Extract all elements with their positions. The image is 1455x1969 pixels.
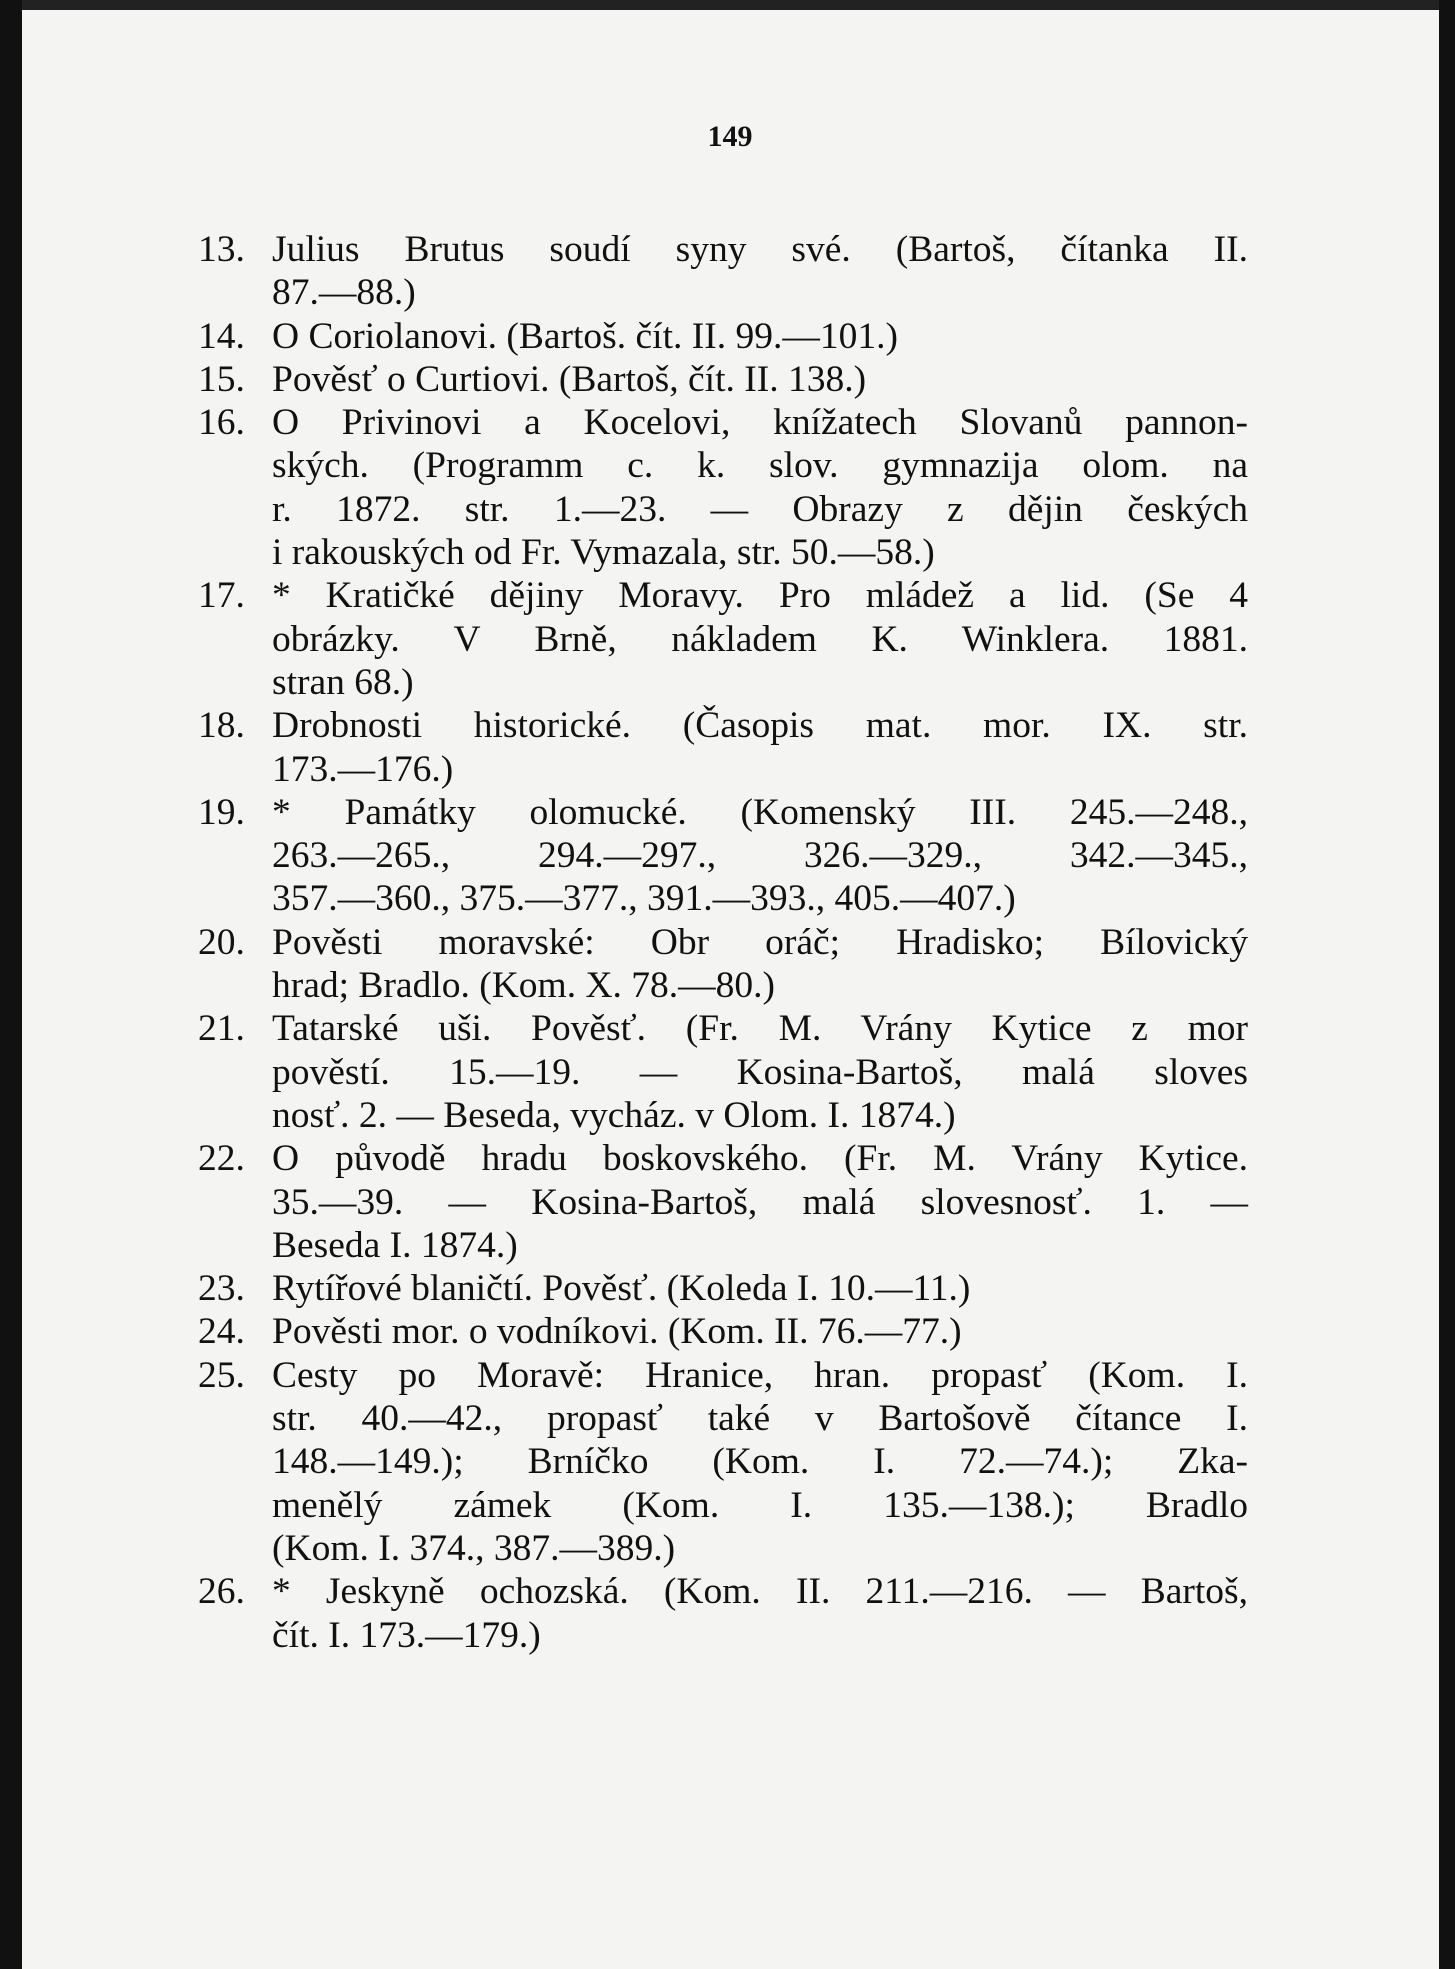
entry-line: nosť. 2. — Beseda, vycház. v Olom. I. 1874.) xyxy=(272,1094,956,1136)
entry-line: stran 68.) xyxy=(272,661,414,703)
entry-text xyxy=(272,574,1248,704)
entry-line: Cesty po Moravě: Hranice, hran. propasť (Kom. I. xyxy=(272,1354,1248,1396)
entry-text xyxy=(272,401,1248,574)
entry-text xyxy=(272,921,1248,1008)
entry-line: * Památky olomucké. (Komenský III. 245.—248., xyxy=(272,791,1248,833)
entry-line: pověstí. 15.—19. — Kosina-Bartoš, malá sloves xyxy=(272,1051,1248,1093)
list-item xyxy=(198,358,1248,401)
entry-line: Drobnosti historické. (Časopis mat. mor. IX. str. xyxy=(272,705,1248,747)
scan-edge-left xyxy=(0,0,22,1969)
entry-line: 148.—149.); Brníčko (Kom. I. 72.—74.); Zka- xyxy=(272,1441,1248,1483)
entry-line: 173.—176.) xyxy=(272,748,454,790)
entry-number: 22. xyxy=(198,1138,245,1180)
list-item xyxy=(198,921,1248,1008)
list-item xyxy=(198,1570,1248,1657)
entry-number: 23. xyxy=(198,1268,245,1310)
entry-number: 21. xyxy=(198,1008,245,1050)
entry-line: Beseda I. 1874.) xyxy=(272,1224,518,1266)
entry-text xyxy=(272,228,1248,315)
entry-line: Pověsť o Curtiovi. (Bartoš, čít. II. 138.) xyxy=(272,358,867,400)
entry-line: * Kratičké dějiny Moravy. Pro mládež a lid. (Se 4 xyxy=(272,575,1248,617)
entry-line: * Jeskyně ochozská. (Kom. II. 211.—216. — Bartoš, xyxy=(272,1571,1248,1613)
entry-line: O Coriolanovi. (Bartoš. čít. II. 99.—101.) xyxy=(272,315,898,357)
list-item xyxy=(198,315,1248,358)
scan-edge-right xyxy=(1439,0,1455,1969)
scan-edge-top xyxy=(0,0,1455,10)
entry-text xyxy=(272,1310,1248,1353)
entry-line: i rakouských od Fr. Vymazala, str. 50.—58.) xyxy=(272,532,935,574)
entry-number: 16. xyxy=(198,402,245,444)
entry-number: 15. xyxy=(198,358,245,400)
list-item xyxy=(198,1007,1248,1137)
entry-line: 357.—360., 375.—377., 391.—393., 405.—407.) xyxy=(272,878,1016,920)
entry-number: 26. xyxy=(198,1571,245,1613)
entry-line: Tatarské uši. Pověsť. (Fr. M. Vrány Kytice z mor xyxy=(272,1008,1248,1050)
entry-text xyxy=(272,1570,1248,1657)
entry-number: 14. xyxy=(198,315,245,357)
entry-line: Rytířové blaničtí. Pověsť. (Koleda I. 10.—11.) xyxy=(272,1268,971,1310)
entry-line: 35.—39. — Kosina-Bartoš, malá slovesnosť. 1. — xyxy=(272,1181,1248,1223)
list-item xyxy=(198,1137,1248,1267)
entry-text xyxy=(272,358,1248,401)
entry-number: 17. xyxy=(198,575,245,617)
entry-text xyxy=(272,1267,1248,1310)
list-item xyxy=(198,704,1248,791)
entry-list xyxy=(198,228,1248,1657)
entry-line: menělý zámek (Kom. I. 135.—138.); Bradlo xyxy=(272,1484,1248,1526)
page-number: 149 xyxy=(707,120,753,153)
entry-text xyxy=(272,1007,1248,1137)
entry-text xyxy=(272,704,1248,791)
entry-line: hrad; Bradlo. (Kom. X. 78.—80.) xyxy=(272,965,776,1007)
entry-line: Pověsti moravské: Obr oráč; Hradisko; Bílovický xyxy=(272,921,1248,963)
entry-number: 20. xyxy=(198,921,245,963)
entry-line: 87.—88.) xyxy=(272,272,416,314)
entry-line: str. 40.—42., propasť také v Bartošově čítance I. xyxy=(272,1398,1248,1440)
entry-line: ských. (Programm c. k. slov. gymnazija olom. na xyxy=(272,445,1248,487)
list-item xyxy=(198,1267,1248,1310)
list-item xyxy=(198,1354,1248,1570)
entry-text xyxy=(272,315,1248,358)
list-item xyxy=(198,574,1248,704)
entry-line: O Privinovi a Kocelovi, knížatech Slovanů pannon- xyxy=(272,402,1248,444)
entry-number: 18. xyxy=(198,705,245,747)
entry-line: čít. I. 173.—179.) xyxy=(272,1614,541,1656)
entry-line: Julius Brutus soudí syny své. (Bartoš, čítanka II. xyxy=(272,229,1248,270)
entry-number: 19. xyxy=(198,791,245,833)
entry-line: O původě hradu boskovského. (Fr. M. Vrány Kytice. xyxy=(272,1138,1248,1180)
entry-text xyxy=(272,1137,1248,1267)
list-item xyxy=(198,228,1248,315)
entry-line: Pověsti mor. o vodníkovi. (Kom. II. 76.—77.) xyxy=(272,1311,962,1353)
list-item xyxy=(198,791,1248,921)
entry-line: 263.—265., 294.—297., 326.—329., 342.—345., xyxy=(272,835,1248,877)
entry-line: (Kom. I. 374., 387.—389.) xyxy=(272,1527,676,1569)
entry-number: 25. xyxy=(198,1354,245,1396)
entry-text xyxy=(272,1354,1248,1570)
entry-text xyxy=(272,791,1248,921)
list-item xyxy=(198,1310,1248,1353)
entry-line: r. 1872. str. 1.—23. — Obrazy z dějin českých xyxy=(272,488,1248,530)
list-item xyxy=(198,401,1248,574)
entry-line: obrázky. V Brně, nákladem K. Winklera. 1881. xyxy=(272,618,1248,660)
entry-number: 13. xyxy=(198,229,245,270)
entry-number: 24. xyxy=(198,1311,245,1353)
